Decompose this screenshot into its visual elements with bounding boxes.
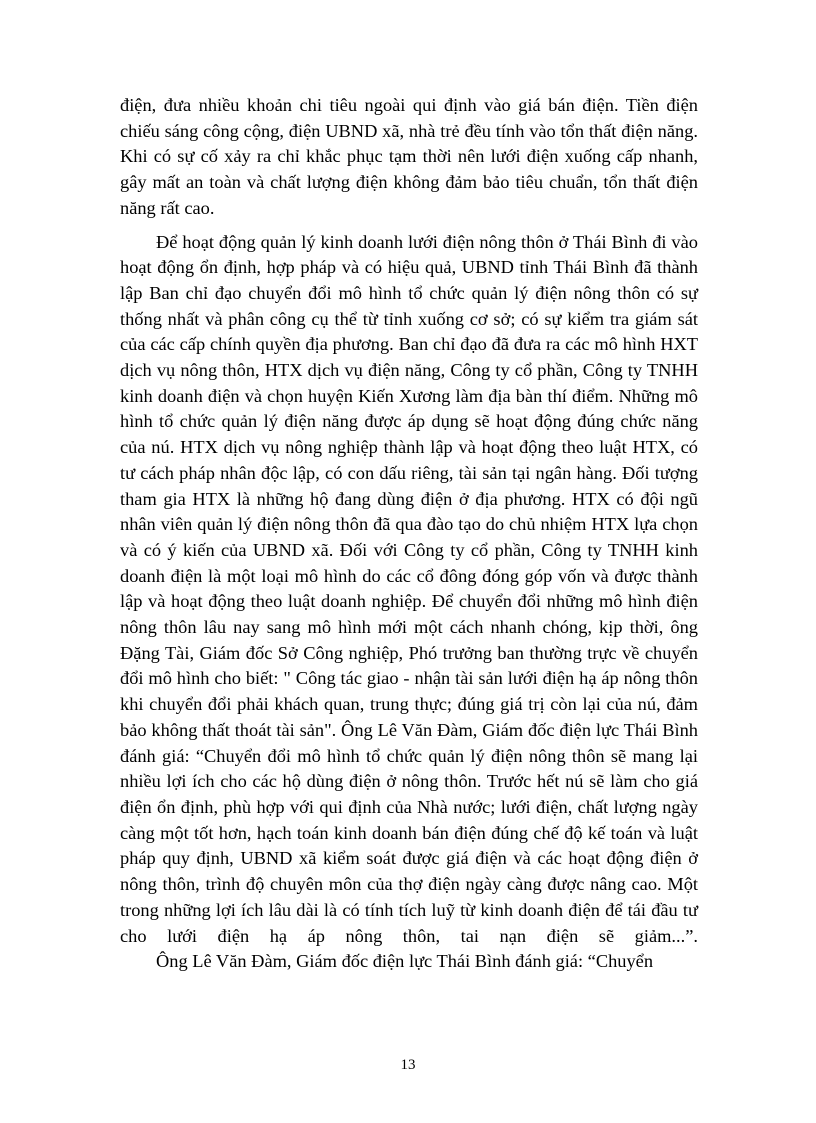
paragraph-continuation: điện, đưa nhiều khoản chi tiêu ngoài qui định vào giá bán điện. Tiền điện chiếu sáng công cộng, điện UBND xã, nhà trẻ đều tính vào tổn thất điện năng. Khi có sự cố xảy ra chỉ khắc phục tạm thời nên lưới điện xuống cấp nhanh, gây mất an toàn và chất lượng điện không đảm bảo tiêu chuẩn, tổn thất điện năng rất cao.	[120, 95, 698, 218]
page-number: 13	[400, 1057, 416, 1073]
paragraph-rural-electricity-models: Để hoạt động quản lý kinh doanh lưới điện nông thôn ở Thái Bình đi vào hoạt động ổn định, hợp pháp và có hiệu quả, UBND tỉnh Thái Bình đã thành lập Ban chỉ đạo chuyển đổi mô hình tổ chức quản lý điện nông thôn có sự thống nhất và phân công cụ thể từ tỉnh xuống cơ sở; có sự kiểm tra giám sát của các cấp chính quyền địa phương. Ban chỉ đạo đã đưa ra các mô hình HXT dịch vụ nông thôn, HTX dịch vụ điện năng, Công ty cổ phần, Công ty TNHH kinh doanh điện và chọn huyện Kiến Xương làm địa bàn thí điểm. Những mô hình tổ chức quản lý điện năng được áp dụng sẽ hoạt động đúng chức năng của nú. HTX dịch vụ nông nghiệp thành lập và hoạt động theo luật HTX, có tư cách pháp nhân độc lập, có con dấu riêng, tài sản tại ngân hàng. Đối tượng tham gia HTX là những hộ đang dùng điện ở địa phương. HTX có đội ngũ nhân viên quản lý điện nông thôn đã qua đào tạo do chủ nhiệm HTX lựa chọn và có ý kiến của UBND xã. Đối với Công ty cổ phần, Công ty TNHH kinh doanh điện là một loại mô hình do các cổ đông đóng góp vốn và được thành lập và hoạt động theo luật doanh nghiệp. Để chuyển đổi những mô hình điện nông thôn lâu nay sang mô hình mới một cách nhanh chóng, kịp thời, ông Đặng Tài, Giám đốc Sở Công nghiệp, Phó trưởng ban thường trực về chuyển đổi mô hình cho biết: " Công tác giao - nhận tài sản lưới điện hạ áp nông thôn khi chuyển đổi phải khách quan, trung thực; đúng giá trị còn lại của nú, đảm bảo không thất thoát tài sản". Ông Lê Văn Đàm, Giám đốc điện lực Thái Bình đánh giá: “Chuyển đổi mô hình tổ chức quản lý điện nông thôn sẽ mang lại nhiều lợi ích cho các hộ dùng điện ở nông thôn. Trước hết nú sẽ làm cho giá điện ổn định, phù hợp với qui định của Nhà nước; lưới điện, chất lượng ngày càng một tốt hơn, hạch toán kinh doanh bán điện đúng chế độ kế toán và luật pháp quy định, UBND xã kiểm soát được giá điện và các hoạt động điện ở nông thôn, trình độ chuyên môn của thợ điện ngày càng được nâng cao. Một trong những lợi ích lâu dài là có tính tích luỹ từ kinh doanh điện để tái đầu tư cho lưới điện hạ áp nông thôn, tai nạn điện sẽ giảm...”.	[120, 231, 698, 946]
paragraph-quote-start: Ông Lê Văn Đàm, Giám đốc điện lực Thái Bình đánh giá: “Chuyển	[156, 951, 654, 972]
body-text	[120, 93, 698, 975]
